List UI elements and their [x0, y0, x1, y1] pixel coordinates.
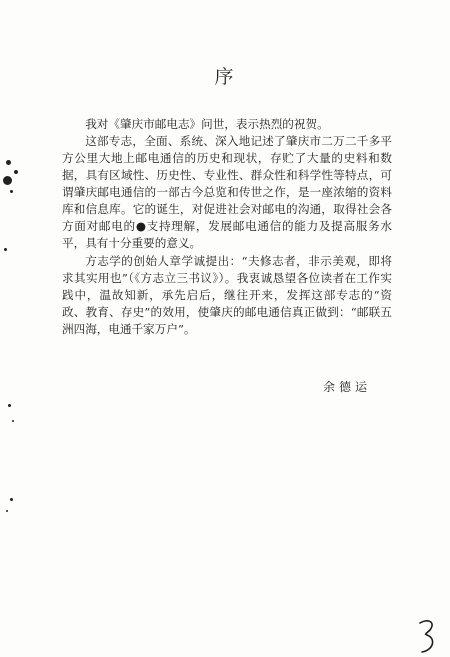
scan-speck: [3, 176, 12, 185]
scan-speck: [6, 160, 11, 165]
paragraph-3: 方志学的创始人章学诚提出：“夫修志者，非示美观，即将求其实用也”（《方志立三书议》）。我衷诚恳望各位读者在工作实践中，温故知新，承先启后，继往开来，发挥这部专志的“资政、教育、存史”的效用，使肇庆的邮电通信真正做到：“邮联五洲四海，电通千家万户”。: [62, 254, 392, 336]
scan-speck: [12, 420, 14, 422]
preface-body: [62, 116, 392, 338]
scan-speck: [10, 498, 13, 501]
paragraph-1: 我对《肇庆市邮电志》问世，表示热烈的祝贺。: [85, 117, 329, 131]
author-signature: 余德运: [323, 380, 372, 394]
handwritten-page-number: [416, 618, 438, 654]
scan-speck: [8, 404, 11, 407]
scan-speck: [10, 190, 13, 193]
scan-speck: [14, 170, 18, 174]
paragraph-2: 这部专志，全面、系统、深入地记述了肇庆市二万二千多平方公里大地上邮电通信的历史和现状，存贮了大量的史料和数据，具有区域性、历史性、专业性、群众性和科学性等特点，可谓肇庆邮电通信的一部古今总览和传世之作，是一座浓缩的资料库和信息库。它的诞生，对促进社会对邮电的沟通，取得社会各方面对邮电的●支持理解，发展邮电通信的能力及提高服务水平，具有十分重要的意义。: [62, 134, 392, 250]
scan-speck: [4, 248, 7, 251]
scan-speck: [6, 510, 8, 512]
page-title: 序: [214, 66, 236, 88]
